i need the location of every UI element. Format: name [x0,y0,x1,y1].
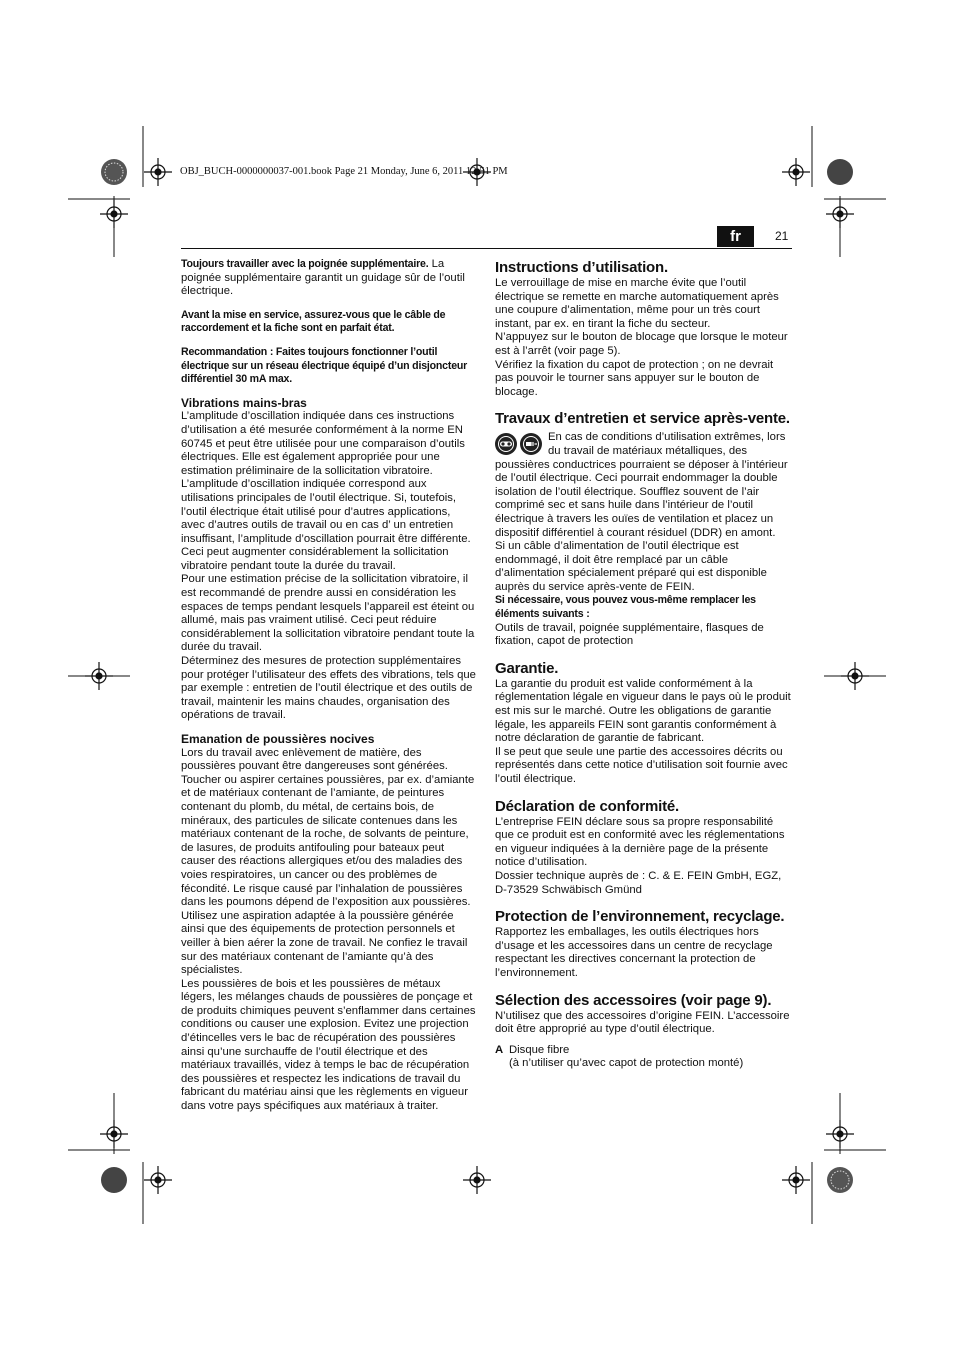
accessory-note: (à n’utiliser qu’avec capot de protection monté) [509,1057,744,1070]
maintenance-replaceable-parts: Outils de travail, poignée supplémentaire, flasques de fixation, capot de protection [495,621,764,648]
section-title-warranty: Garantie. [495,659,559,677]
paragraph-handle [181,258,476,299]
language-badge: fr [717,226,754,247]
maintenance-paragraph-2: Si un câble d’alimentation de l’outil électrique est endommagé, il doit être remplacé par un câble d’alimentation spécialement préparé qui est disponible auprès du service après-vente de FEIN. [495,540,767,593]
vibration-paragraph-2: Pour une estimation précise de la sollicitation vibratoire, il est recommandé de prendre aussi en considération les espaces de temps pendant lesquels l’appareil est éteint ou allumé, mais pas vraiment utilisé. Ceci peut réduire considérablement la sollicitation vibratoire pendant toute la durée du travail. [181,573,475,654]
vibration-paragraph-1: L’amplitude d’oscillation indiquée dans ces instructions d’utilisation a été mesurée conformément à la norme EN 60745 et peut être utilisée pour une comparaison d’outils électriques. Elle est également appropriée pour une estimation préliminaire de la sollicitation vibratoire. L’amplitude d’oscillation indiquée correspond aux utilisations principales de l’outil électrique. Si, toutefois, l’outil électrique était utilisé pour d’autres applications, avec d’autres outils de travail ou en cas d’ un entretien insuffisant, l’amplitude d’oscillation pourrait être différente. Ceci peut augmenter considérablement la sollicitation vibratoire pendant toute la durée du travail. [181,410,471,572]
bold-text: Toujours travailler avec la poignée supplémentaire. [181,258,429,270]
conformity-paragraph-1: L’entreprise FEIN déclare sous sa propre responsabilité que ce produit est en conformité avec les réglementations en vigueur indiquées à la dernière page de la présente notice d’utilisation. [495,815,785,869]
maintenance-paragraph-1: En cas de conditions d’utilisation extrêmes, lors du travail de matériaux métalliques, des poussières conductrices pourraient se déposer à l’intérieur de l’outil électrique. Ceci pourrait endommager la double isolation de l’outil électrique. Soufflez souvent de l’air comprimé sec et sans huile dans l’intérieur de l’outil électrique à travers les ouïes de ventilation et placez un dispositif différentiel à courant résiduel (DDR) en amont. [495,431,788,539]
section-title-vibration: Vibrations mains-bras [181,395,307,410]
left-column [181,258,476,1114]
safety-goggles-icon [495,433,517,455]
section-title-instructions: Instructions d’utilisation. [495,259,668,276]
instructions-paragraph-2: N’appuyez sur le bouton de blocage que lorsque le moteur est à l’arrêt (voir page 5). [495,331,788,357]
warning-cable: Avant la mise en service, assurez-vous que le câble de raccordement et la fiche sont en parfait état. [181,308,446,335]
recommendation-rcd: Recommandation : Faites toujours fonctionner l’outil électrique sur un réseau électrique équipé d’un disjoncteur différentiel 30 mA max. [181,345,468,386]
book-info-line: OBJ_BUCH-0000000037-001.book Page 21 Monday, June 6, 2011 12:51 PM [180,166,508,177]
maintenance-block [495,431,791,540]
instructions-paragraph-1: Le verrouillage de mise en marche évite que l’outil électrique se remette en marche automatiquement après une coupure d’alimentation, même pour un très court instant, par ex. en tirant la fiche du secteur. [495,277,779,330]
section-title-environment: Protection de l’environnement, recyclage. [495,908,785,926]
header-rule [181,248,792,249]
environment-paragraph-1: Rapportez les emballages, les outils électriques hors d’usage et les accessoires dans un centre de recyclage respectant les directives concernant la protection de l’environnement. [495,926,773,979]
page-number: 21 [775,229,789,243]
dust-paragraph-3: Les poussières de bois et les poussières de métaux légers, les mélanges chauds de poussières de ponçage et de produits chimiques peuvent s’enflammer dans certaines conditions ou causer une explosion. Evitez une projection d’étincelles vers le bac de récupération des poussières ainsi qu’une surchauffe de l’outil électrique et des matériaux travaillés, videz à temps le bac de récupération des poussières et respectez les indications de travail du fabricant du matériau ainsi que les règlements en vigueur dans votre pays spécifiques aux matériaux à traiter. [181,977,476,1113]
accessory-item-a [495,1044,791,1071]
safety-icons [495,433,542,455]
section-title-accessories: Sélection des accessoires (voir page 9). [495,991,772,1009]
dust-paragraph-2: Toucher ou aspirer certaines poussières, par ex. d’amiante et de matériaux contenant de l’amiante, de peintures contenant du plomb, du métal, de certains bois, de minéraux, des particules de silicate contenues dans les matériaux contenant de la roche, de solvants de peinture, de lasures, de produits antifouling pour bateaux peut causer des réactions allergiques et/ou des maladies des voies respiratoires, un cancer ou des problèmes de fécondité. Le risque causé par l’inhalation de poussières dans les poumons dépend de l’exposition aux poussières. Utilisez une aspiration adaptée à la poussière générée ainsi que des équipements de protection personnels et veiller à bien aérer la zone de travail. Ne confiez le travail sur des matériaux contenant de l’amiante qu’à des spécialistes. [181,773,475,977]
accessory-key: A [495,1043,504,1056]
right-column [495,258,791,1071]
warranty-paragraph-2: Il se peut que seule une partie des accessoires décrits ou représentés dans cette notice d’utilisation soit fournie avec l’outil électrique. [495,745,788,785]
accessories-paragraph-1: N’utilisez que des accessoires d’origine FEIN. L’accessoire doit être approprié au type d’outil électrique. [495,1009,790,1036]
instructions-paragraph-3: Vérifiez la fixation du capot de protection ; on ne devrait pas pouvoir le tourner sans appuyer sur le bouton de blocage. [495,358,774,398]
section-title-conformity: Déclaration de conformité. [495,797,680,815]
conformity-paragraph-2: Dossier technique auprès de : C. & E. FEIN GmbH, EGZ, D-73529 Schwäbisch Gmünd [495,869,782,896]
vibration-paragraph-3: Déterminez des mesures de protection supplémentaires pour protéger l’utilisateur des effets des vibrations, tels que par exemple : entretien de l’outil électrique et des outils de travail, maintenir les mains chaudes, organisation des opérations de travail. [181,655,476,722]
dust-paragraph-1: Lors du travail avec enlèvement de matière, des poussières pouvant être dangereuses sont générées. [181,746,448,773]
maintenance-replaceable-parts-label: Si nécessaire, vous pouvez vous-même remplacer les éléments suivants : [495,594,756,621]
unplug-before-maintenance-icon [520,433,542,455]
section-title-dust: Emanation de poussières nocives [181,732,375,746]
body-text: La poignée supplémentaire garantit un guidage sûr de l’outil électrique. [181,258,465,298]
section-title-maintenance: Travaux d’entretien et service après-vente. [495,410,790,428]
accessory-name: Disque fibre [509,1043,570,1056]
warranty-paragraph-1: La garantie du produit est valide conformément à la réglementation légale en vigueur dans le pays où le produit est mis sur le marché. Outre les obligations de garantie légale, les appareils FEIN sont garantis conformément à notre déclaration de garantie de fabricant. [495,677,791,745]
